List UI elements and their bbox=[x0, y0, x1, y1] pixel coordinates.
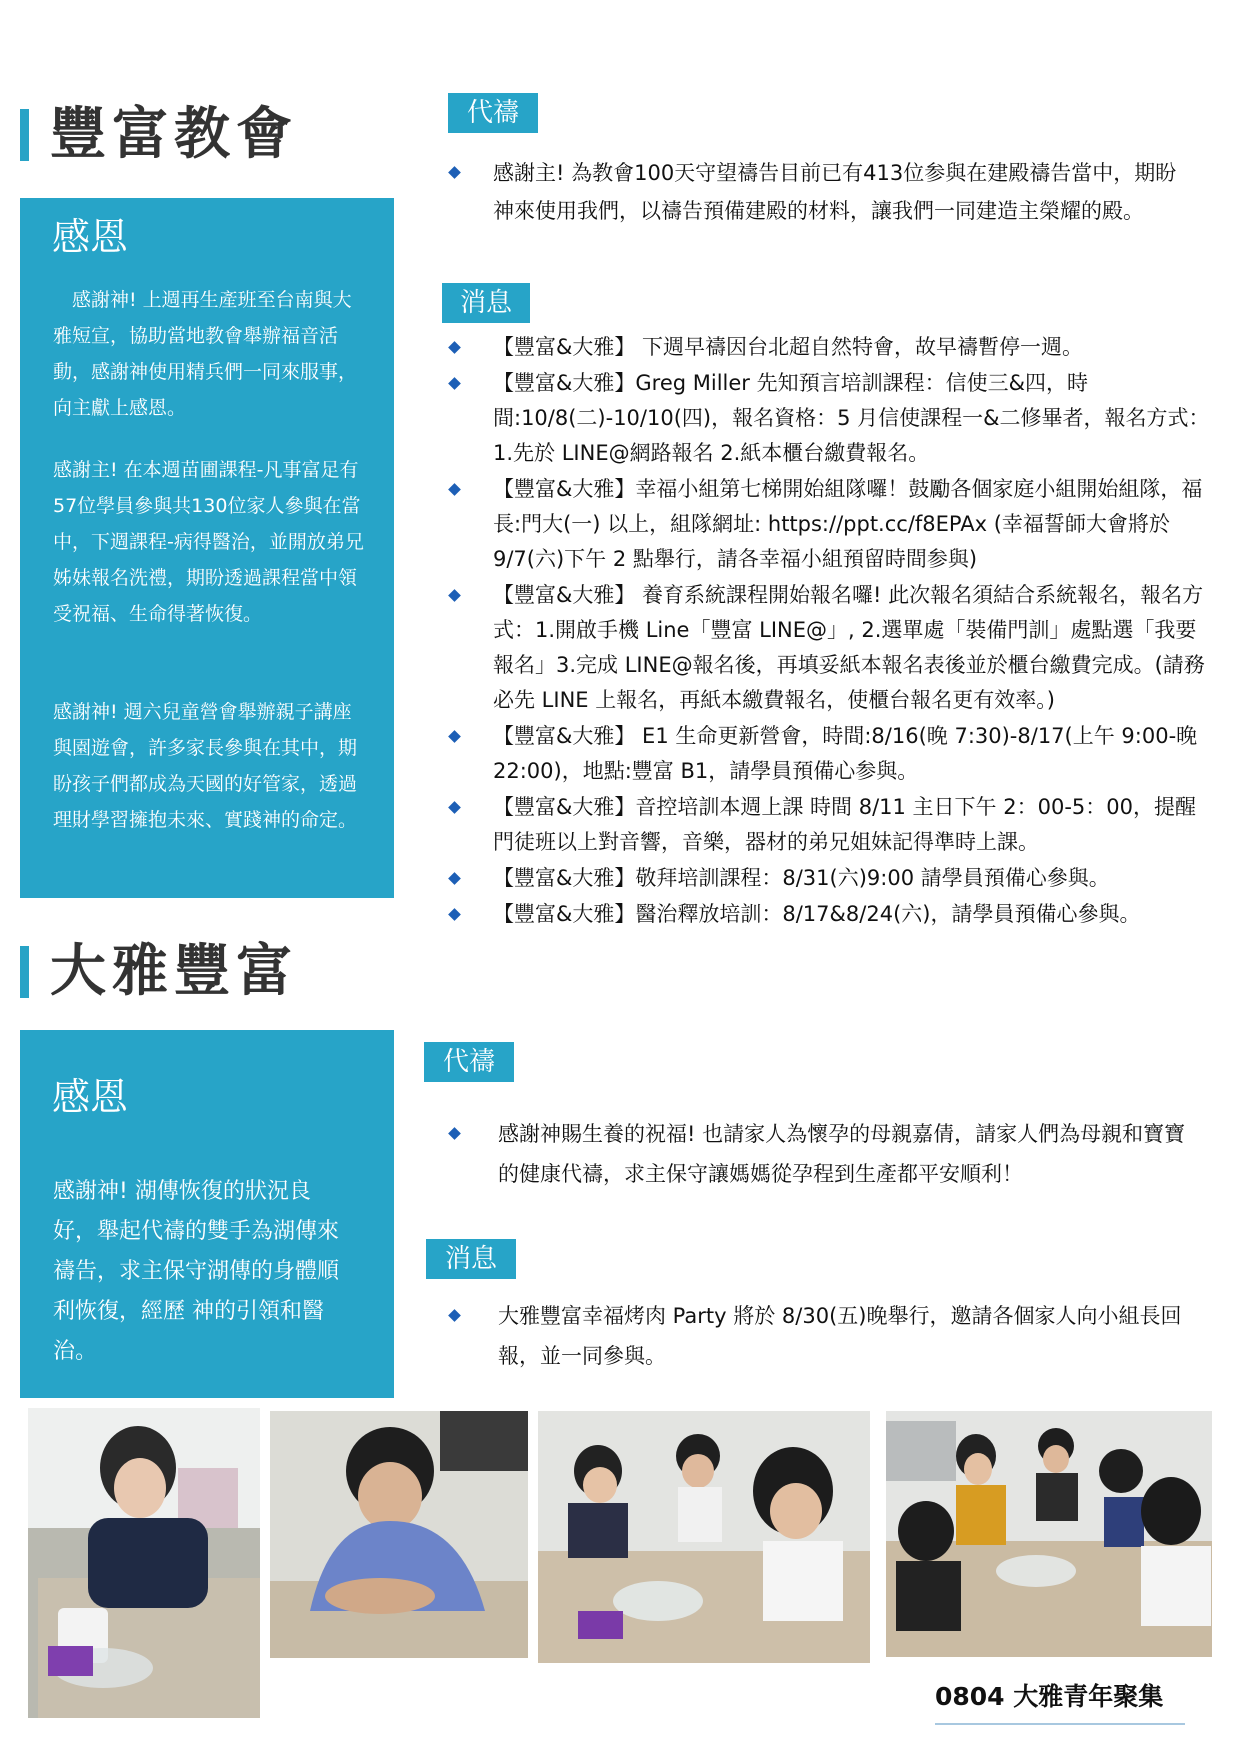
news-list-fengfu bbox=[450, 330, 1210, 932]
tag-prayer-fengfu: 代禱 bbox=[448, 93, 538, 133]
tag-news-daya: 消息 bbox=[426, 1239, 516, 1279]
thanks-box-daya bbox=[20, 1030, 394, 1398]
diamond-bullet-icon bbox=[448, 377, 461, 390]
prayer-list-daya bbox=[450, 1114, 1190, 1194]
photo-girl-with-cup bbox=[28, 1408, 260, 1718]
list-item: 感謝神賜生養的祝福! 也請家人為懷孕的母親嘉倩，請家人們為母親和寶寶的健康代禱，求主保守讓媽媽從孕程到生產都平安順利！ bbox=[450, 1114, 1190, 1194]
thanks-box-fengfu bbox=[20, 198, 394, 898]
prayer-list-fengfu bbox=[450, 154, 1180, 230]
diamond-bullet-icon bbox=[448, 166, 461, 179]
thanks-paragraph-2: 感謝主! 在本週苗圃課程-凡事富足有57位學員參與共130位家人參與在當中，下週課程-病得醫治，並開放弟兄姊妹報名洗禮，期盼透過課程當中領受祝福、生命得著恢復。 bbox=[53, 459, 364, 625]
list-item: 【豐富&大雅】敬拜培訓課程：8/31(六)9:00 請學員預備心參與。 bbox=[450, 861, 1210, 896]
list-item: 【豐富&大雅】 E1 生命更新營會，時間:8/16(晚 7:30)-8/17(上午 9:00-晚 22:00)，地點:豐富 B1，請學員預備心参與。 bbox=[450, 719, 1210, 789]
diamond-bullet-icon bbox=[448, 1127, 461, 1140]
diamond-bullet-icon bbox=[448, 1309, 461, 1322]
photo-group-table bbox=[538, 1411, 870, 1663]
news-list-daya bbox=[450, 1296, 1190, 1376]
diamond-bullet-icon bbox=[448, 908, 461, 921]
thanks-title: 感恩 bbox=[52, 1075, 129, 1119]
diamond-bullet-icon bbox=[448, 801, 461, 814]
photo-group-conversation bbox=[886, 1411, 1212, 1657]
list-item: 【豐富&大雅】 下週早禱因台北超自然特會，故早禱暫停一週。 bbox=[450, 330, 1210, 365]
tag-prayer-daya: 代禱 bbox=[424, 1042, 514, 1082]
list-item: 感謝主! 為教會100天守望禱告目前已有413位参與在建殿禱告當中，期盼神來使用我們，以禱告預備建殿的材料，讓我們一同建造主榮耀的殿。 bbox=[450, 154, 1180, 230]
photo-caption: 0804 大雅青年聚集 bbox=[935, 1677, 1185, 1725]
church-title-daya: 大雅豐富 bbox=[20, 942, 298, 1002]
list-item: 【豐富&大雅】幸福小組第七梯開始組隊囉！鼓勵各個家庭小組開始組隊，福長:門大(一) 以上，組隊網址: https://ppt.cc/f8EPAx (幸福誓師大會將於 9/7(六)下午 2 點舉行，請各幸福小組預留時間参與) bbox=[450, 472, 1210, 577]
diamond-bullet-icon bbox=[448, 730, 461, 743]
tag-news-fengfu: 消息 bbox=[442, 283, 530, 323]
list-item: 【豐富&大雅】醫治釋放培訓：8/17&8/24(六)，請學員預備心參與。 bbox=[450, 897, 1210, 932]
list-item: 【豐富&大雅】Greg Miller 先知預言培訓課程：信使三&四，時間:10/8(二)-10/10(四)，報名資格：5 月信使課程一&二修畢者，報名方式：1.先於 LINE@網路報名 2.紙本櫃台繳費報名。 bbox=[450, 366, 1210, 471]
list-item: 【豐富&大雅】音控培訓本週上課 時間 8/11 主日下午 2：00-5：00，提醒門徒班以上對音響，音樂，器材的弟兄姐妹記得準時上課。 bbox=[450, 790, 1210, 860]
thanks-paragraph-3: 感謝神! 週六兒童營會舉辦親子講座與園遊會，許多家長參與在其中，期盼孩子們都成為天國的好管家，透過理財學習擁抱未來、實踐神的命定。 bbox=[53, 701, 358, 831]
thanks-paragraph-1: 感謝神! 湖傳恢復的狀況良好，舉起代禱的雙手為湖傳來禱告，求主保守湖傳的身體順利恢復，經歷 神的引領和醫治。 bbox=[53, 1179, 340, 1364]
list-item: 【豐富&大雅】 養育系統課程開始報名囉! 此次報名須結合系統報名，報名方式：1.開啟手機 Line「豐富 LINE@」, 2.選單處「裝備門訓」處點選「我要報名」3.完成 LINE@報名後，再填妥紙本報名表後並於櫃台繳費完成。(請務必先 LINE 上報名，再紙本繳費報名，使櫃台報名更有效率。) bbox=[450, 578, 1210, 718]
photo-boy-blue-shirt bbox=[270, 1411, 528, 1658]
list-item: 大雅豐富幸福烤肉 Party 將於 8/30(五)晚舉行，邀請各個家人向小組長回報，並一同參與。 bbox=[450, 1296, 1190, 1376]
diamond-bullet-icon bbox=[448, 483, 461, 496]
thanks-title: 感恩 bbox=[52, 215, 129, 259]
diamond-bullet-icon bbox=[448, 341, 461, 354]
thanks-paragraph-1: 感謝神! 上週再生產班至台南與大雅短宣，協助當地教會舉辦福音活動，感謝神使用精兵們一同來服事，向主獻上感恩。 bbox=[53, 289, 358, 419]
diamond-bullet-icon bbox=[448, 872, 461, 885]
church-title-fengfu: 豐富教會 bbox=[20, 105, 298, 165]
diamond-bullet-icon bbox=[448, 589, 461, 602]
